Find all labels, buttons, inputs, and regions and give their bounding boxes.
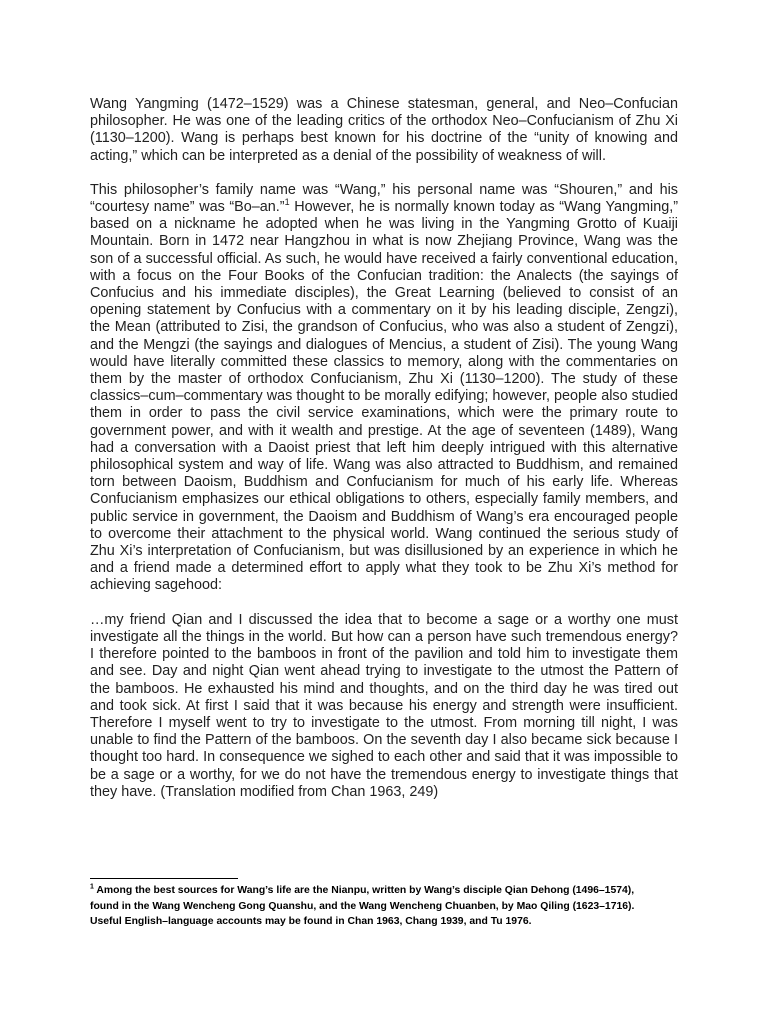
paragraph-biography (90, 182, 678, 595)
footnote-marker: 1 (90, 883, 94, 891)
footnote-reference[interactable]: 1 (284, 197, 290, 208)
paragraph-biography-text-end: However, he is normally known today as “Wang Yangming,” based on a nickname he adopted when he was living in the Yangming Grotto of Kuaiji Mountain. Born in 1472 near Hangzhou in what is now Zhejiang Province, Wang was the son of a successful official. As such, he would have received a fairly conventional education, with a focus on the Four Books of the Confucian tradition: the Analects (the sayings of Confucius and his immediate disciples), the Great Learning (believed to consist of an opening statement by Confucius with a commentary on it by his leading disciple, Zengzi), the Mean (attributed to Zisi, the grandson of Confucius, who was also a student of Zengzi), and the Mengzi (the sayings and dialogues of Mencius, a student of Zisi). The young Wang would have literally committed these classics to memory, along with the commentaries on them by the master of orthodox Confucianism, Zhu Xi (1130–1200). The study of these classics–cum–commentary was thought to be morally edifying; however, people also studied them in order to pass the civil service examinations, which were the primary route to government power, and with it wealth and prestige. At the age of seventeen (1489), Wang had a conversation with a Daoist priest that left him deeply intrigued with this alternative philosophical system and way of life. Wang was also attracted to Buddhism, and remained torn between Daoism, Buddhism and Confucianism for much of his early life. Whereas Confucianism emphasizes our ethical obligations to others, especially family members, and public service in government, the Daoism and Buddhism of Wang’s era encouraged people to overcome their attachment to the physical world. Wang continued the serious study of Zhu Xi’s interpretation of Confucianism, but was disillusioned by an experience in which he and a friend made a determined effort to apply what they took to be Zhu Xi’s method for achieving sagehood: (90, 199, 678, 594)
document-body (90, 96, 678, 801)
footnote (90, 883, 650, 930)
footnote-divider (90, 878, 238, 879)
block-quote: …my friend Qian and I discussed the idea that to become a sage or a worthy one must investigate all the things in the world. But how can a person have such tremendous energy? I therefore pointed to the bamboos in front of the pavilion and told him to investigate them and see. Day and night Qian went ahead trying to investigate to the utmost the Pattern of the bamboos. He exhausted his mind and thoughts, and on the third day he was tired out and took sick. At first I said that it was because his energy and strength were insufficient. Therefore I myself went to try to investigate to the utmost. From morning till night, I was unable to find the Pattern of the bamboos. On the seventh day I also became sick because I thought too hard. In consequence we sighed to each other and said that it was impossible to be a sage or a worthy, for we do not have the tremendous energy to investigate things that they have. (Translation modified from Chan 1963, 249) (90, 611, 678, 800)
paragraph-intro: Wang Yangming (1472–1529) was a Chinese statesman, general, and Neo–Confucian philosopher. He was one of the leading critics of the orthodox Neo–Confucianism of Zhu Xi (1130–1200). Wang is perhaps best known for his doctrine of the “unity of knowing and acting,” which can be interpreted as a denial of the possibility of weakness of will. (90, 96, 678, 164)
footnote-text: Among the best sources for Wang’s life are the Nianpu, written by Wang’s disciple Qian Dehong (1496–1574), found in the Wang Wencheng Gong Quanshu, and the Wang Wencheng Chuanben, by Mao Qiling (1623–1716). Useful English–language accounts may be found in Chan 1963, Chang 1939, and Tu 1976. (90, 885, 635, 928)
paragraph-biography-text-start: This philosopher’s family name was “Wang,” his personal name was “Shouren,” and his “courtesy name” was “Bo–an.” (90, 181, 678, 216)
